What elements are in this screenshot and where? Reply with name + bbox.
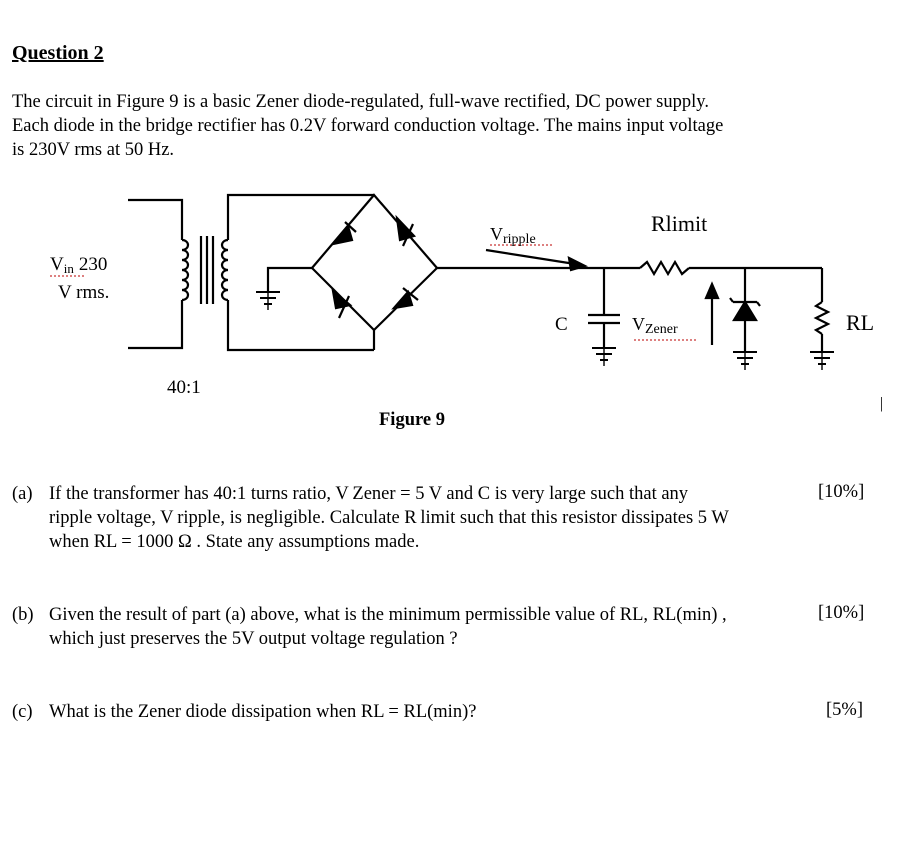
part-text xyxy=(49,482,729,554)
part-line: Given the result of part (a) above, what is the minimum permissible value of RL, RL(min) , xyxy=(49,605,727,625)
part-a-marks: [10%] xyxy=(818,482,865,502)
turns-ratio-label: 40:1 xyxy=(167,377,201,398)
ground-symbol-load xyxy=(810,344,834,370)
part-b-marks: [10%] xyxy=(818,603,865,623)
part-line: If the transformer has 40:1 turns ratio, V Zener = 5 V and C is very large such that any xyxy=(49,484,689,504)
part-text xyxy=(49,700,476,724)
stray-mark: | xyxy=(880,395,884,412)
part-line: What is the Zener diode dissipation when RL = RL(min)? xyxy=(49,702,477,722)
bridge-diode-bottom-left xyxy=(333,291,350,318)
part-line: which just preserves the 5V output voltage regulation ? xyxy=(49,629,458,649)
primary-lead-top xyxy=(128,200,182,240)
ground-symbol-zener xyxy=(733,344,757,370)
rl-resistor xyxy=(816,302,828,334)
bridge-diamond xyxy=(312,195,437,330)
secondary-coil xyxy=(222,240,228,300)
bridge-ground-lead xyxy=(268,268,312,292)
part-label: (a) xyxy=(12,484,33,504)
vin-label: Vin 230 xyxy=(50,254,108,276)
part-a xyxy=(12,482,892,554)
question-heading: Question 2 xyxy=(12,42,104,64)
vin-unit-label: V rms. xyxy=(58,282,110,303)
part-c xyxy=(12,700,892,724)
primary-coil xyxy=(182,240,188,300)
bridge-diode-top-left xyxy=(333,222,356,244)
circuit-diagram-figure-9 xyxy=(0,170,923,440)
intro-line: The circuit in Figure 9 is a basic Zener diode-regulated, full-wave rectified, DC power supply. xyxy=(12,92,709,112)
rlimit-resistor xyxy=(640,262,689,274)
part-text xyxy=(49,603,727,651)
part-label: (c) xyxy=(12,702,33,722)
rl-label: RL xyxy=(846,310,875,335)
capacitor-label: C xyxy=(555,314,568,335)
vzener-label: VZener xyxy=(632,314,678,337)
intro-line: Each diode in the bridge rectifier has 0.2V forward conduction voltage. The mains input voltage xyxy=(12,116,724,136)
intro-line: is 230V rms at 50 Hz. xyxy=(12,140,175,160)
question-intro xyxy=(12,90,723,162)
rlimit-label: Rlimit xyxy=(651,211,708,236)
bridge-diode-top-right xyxy=(397,218,414,246)
primary-lead-bottom xyxy=(128,300,182,348)
secondary-lead-top xyxy=(228,195,374,240)
figure-caption: Figure 9 xyxy=(379,410,445,430)
part-line: when RL = 1000 Ω . State any assumptions made. xyxy=(49,532,420,552)
vripple-label: Vripple xyxy=(490,224,536,247)
part-c-marks: [5%] xyxy=(826,700,863,720)
part-label: (b) xyxy=(12,605,34,625)
zener-diode-triangle xyxy=(734,302,756,320)
part-b xyxy=(12,603,892,651)
ground-symbol-capacitor xyxy=(592,340,616,366)
vzener-arrowhead xyxy=(706,284,718,298)
ground-symbol-bridge xyxy=(256,284,280,310)
part-line: ripple voltage, V ripple, is negligible. Calculate R limit such that this resistor dissipates 5 W xyxy=(49,508,729,528)
